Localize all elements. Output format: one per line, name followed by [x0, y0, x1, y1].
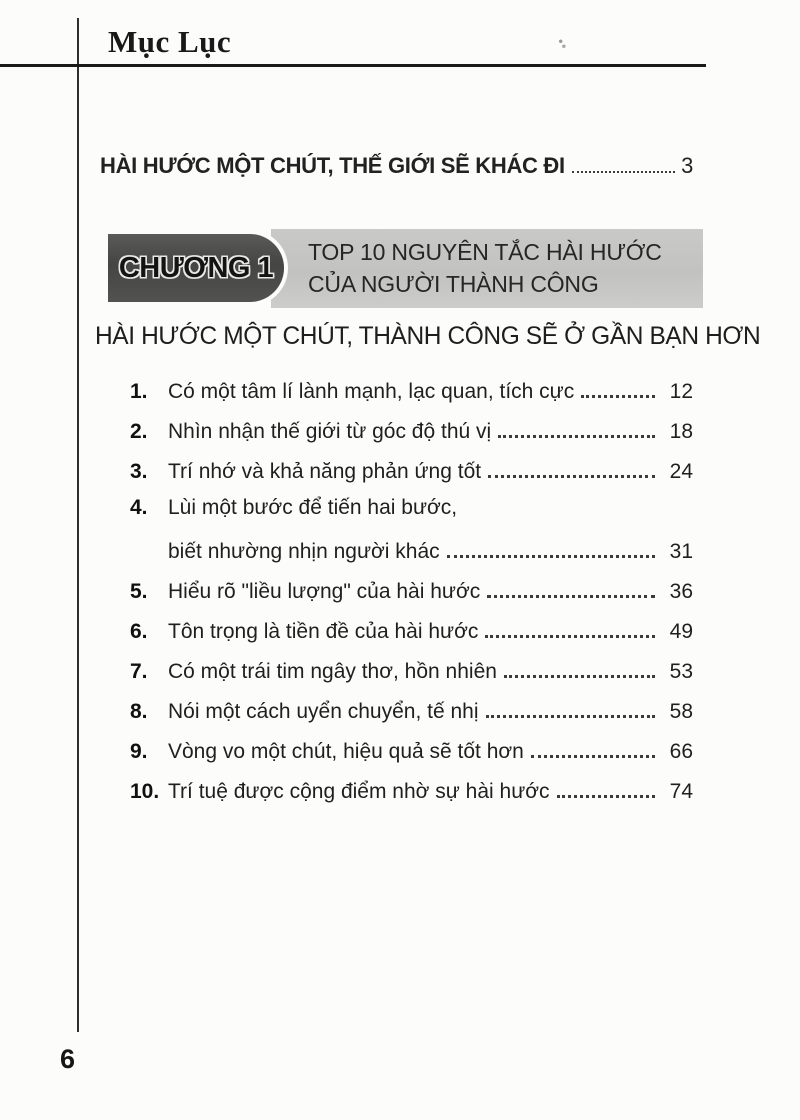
- toc-entry-title: Trí nhớ và khả năng phản ứng tốt: [168, 460, 482, 483]
- toc-entry-page-number: 12: [669, 380, 693, 403]
- toc-entry-page-number: 49: [669, 620, 693, 643]
- toc-entry: [130, 408, 693, 448]
- dot-leader: [447, 528, 655, 558]
- left-margin-rule: [77, 18, 79, 1032]
- dot-leader: [498, 408, 655, 438]
- toc-entry: [130, 688, 693, 728]
- toc-entry-number: 7.: [130, 660, 148, 683]
- chapter-number-pill: [108, 234, 284, 302]
- toc-entry-number: 8.: [130, 700, 148, 723]
- toc-entry-title: Nói một cách uyển chuyển, tế nhị: [168, 700, 479, 723]
- toc-entry-title: HÀI HƯỚC MỘT CHÚT, THẾ GIỚI SẼ KHÁC ĐI: [100, 153, 565, 178]
- toc-entry-page-number: 58: [669, 700, 693, 723]
- toc-entry-number: 2.: [130, 420, 148, 443]
- toc-entry-number: 6.: [130, 620, 148, 643]
- toc-entry-page-number: 74: [669, 780, 693, 803]
- toc-entry-page-number: 36: [669, 580, 693, 603]
- toc-entry-number: 3.: [130, 460, 148, 483]
- chapter-banner: [108, 229, 703, 308]
- toc-entry-page-number: 53: [669, 660, 693, 683]
- toc-entry: [130, 768, 693, 808]
- toc-entry-intro: [100, 143, 693, 186]
- chapter-number-label: CHƯƠNG 1: [118, 251, 274, 284]
- toc-list: [130, 368, 693, 808]
- toc-entry-title: Lùi một bước để tiến hai bước,: [168, 496, 458, 519]
- toc-entry-number: 5.: [130, 580, 148, 603]
- toc-entry-page-number: 31: [669, 540, 693, 563]
- page-title: Mục Lục: [108, 24, 232, 59]
- toc-entry-number: 9.: [130, 740, 148, 763]
- toc-entry-page-number: 3: [681, 153, 693, 178]
- toc-entry-title: Hiểu rõ "liều lượng" của hài hước: [168, 580, 481, 603]
- folio-page-number: 6: [60, 1044, 76, 1074]
- toc-entry-page-number: 24: [669, 460, 693, 483]
- toc-entry-title: Có một tâm lí lành mạnh, lạc quan, tích cực: [168, 380, 575, 403]
- dot-leader: [531, 728, 655, 758]
- toc-entry: [130, 488, 693, 568]
- toc-entry-title: Nhìn nhận thế giới từ góc độ thú vị: [168, 420, 492, 443]
- toc-entry: [130, 368, 693, 408]
- dot-leader: [581, 368, 655, 398]
- toc-entry-title: Có một trái tim ngây thơ, hồn nhiên: [168, 660, 497, 683]
- dot-leader: [485, 608, 655, 638]
- chapter-subtitle: HÀI HƯỚC MỘT CHÚT, THÀNH CÔNG SẼ Ở GẦN BẠN HƠN: [95, 322, 761, 350]
- dot-leader: [488, 448, 655, 478]
- toc-entry: [130, 568, 693, 608]
- toc-entry-title: Trí tuệ được cộng điểm nhờ sự hài hước: [168, 780, 550, 803]
- header-divider-rule: [0, 64, 706, 67]
- dot-leader: [487, 568, 655, 598]
- toc-entry: [130, 608, 693, 648]
- scan-smudge-mark: [558, 38, 567, 49]
- chapter-title: TOP 10 NGUYÊN TẮC HÀI HƯỚC CỦA NGƯỜI THÀNH CÔNG: [308, 239, 662, 297]
- toc-entry: [130, 448, 693, 488]
- toc-entry-number: 1.: [130, 380, 148, 403]
- toc-entry-page-number: 18: [669, 420, 693, 443]
- toc-entry-number: 10.: [130, 780, 160, 803]
- dot-leader: [504, 648, 655, 678]
- dot-leader: [486, 688, 655, 718]
- toc-entry-title: Vòng vo một chút, hiệu quả sẽ tốt hơn: [168, 740, 524, 763]
- dot-leader: [557, 768, 655, 798]
- toc-entry-page-number: 66: [669, 740, 693, 763]
- toc-entry: [130, 648, 693, 688]
- toc-entry-title-line2: biết nhường nhịn người khác: [168, 540, 440, 563]
- toc-entry-number: 4.: [130, 496, 148, 519]
- dot-leader: [572, 143, 675, 173]
- toc-entry: [130, 728, 693, 768]
- toc-entry-title: Tôn trọng là tiền đề của hài hước: [168, 620, 479, 643]
